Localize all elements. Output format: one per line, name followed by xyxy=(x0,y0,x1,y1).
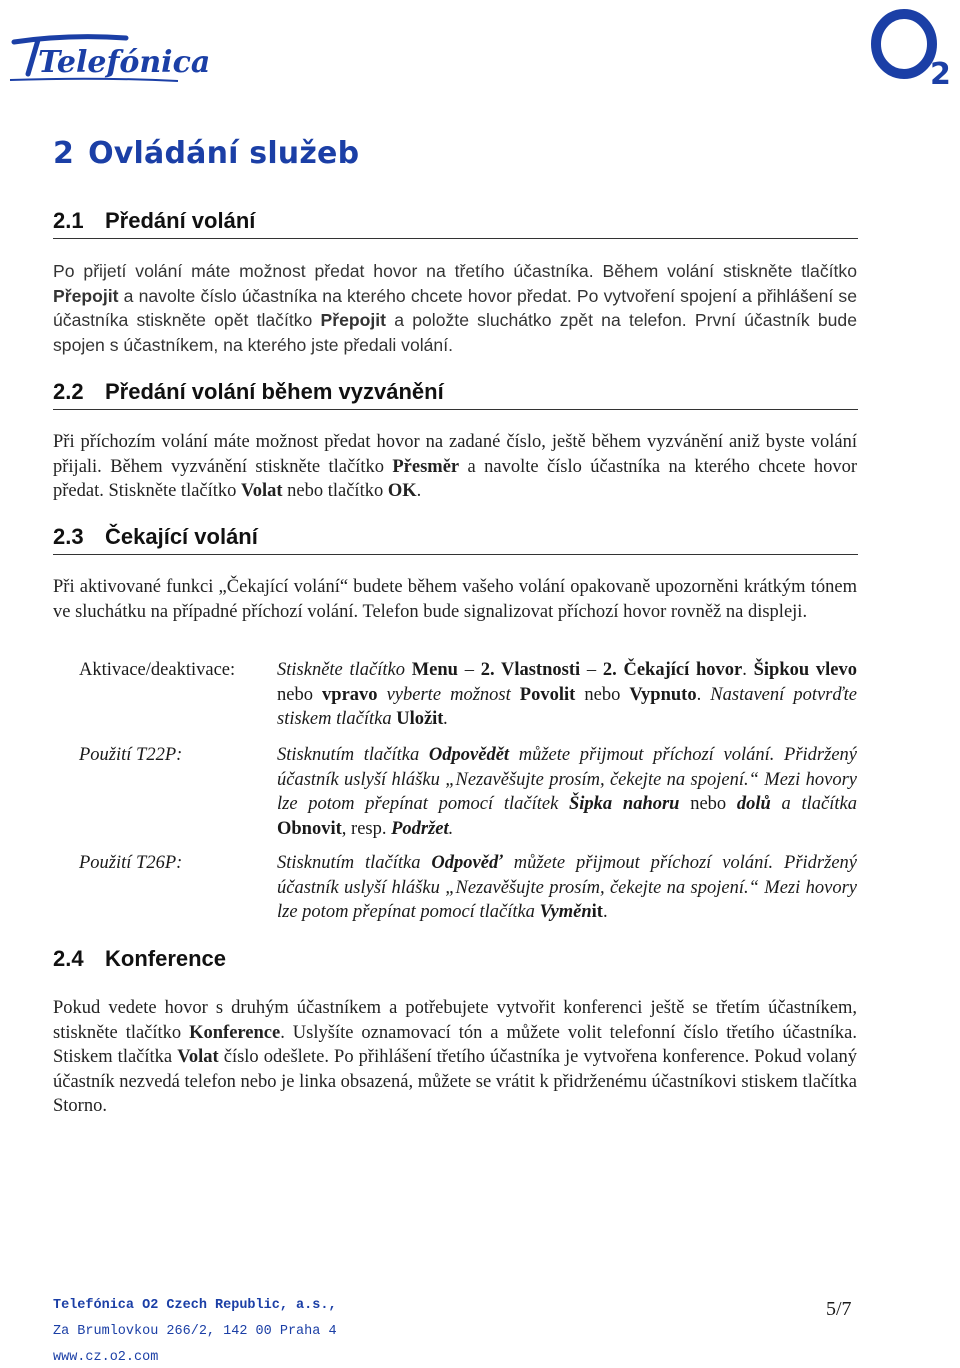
item-text: Stisknutím tlačítka Odpovědět můžete přijmout příchozí volání. Přidržený účastník uslyší hlášku „Nezavěšujte prosím, čekejte na spojení.“ Mezi hovory lze potom přepínat pomocí tlačítek Šipka nahoru nebo dolů a tlačítka Obnovit, resp. Podržet. xyxy=(277,745,858,839)
o2-logo xyxy=(868,4,960,92)
heading-2-3 xyxy=(53,524,858,555)
item-text: Stisknutím tlačítka Odpověď můžete přijmout příchozí volání. Přidržený účastník uslyší hlášku „Nezavěšujte prosím, čekejte na spojení.“ Mezi hovory lze potom přepínat pomocí tlačítka Vyměnit. xyxy=(277,853,858,922)
section-number: 2 xyxy=(53,136,75,171)
paragraph-2-3: Při aktivované funkci „Čekající volání“ budete během vašeho volání opakovaně upozorněni krátkým tónem ve sluchátku na případné příchozí volání. Telefon bude signalizovat příchozí hovor rovněž na displeji. xyxy=(53,577,857,622)
heading-number: 2.2 xyxy=(53,379,84,404)
paragraph-2-4: Pokud vedete hovor s druhým účastníkem a potřebujete vytvořit konferenci ještě se třetím účastníkem, stiskněte tlačítko Konference. Uslyšíte oznamovací tón a můžete volit telefonní číslo třetího účastníka. Stiskem tlačítka Volat číslo odešlete. Po přihlášení třetího účastníka je vytvořena konference. Pokud volaný účastník nezvedá telefon nebo je linka obsazená, můžete se vrátit k přidrženému účastníkovi stiskem tlačítka Storno. xyxy=(53,998,857,1116)
footer-address: Za Brumlovkou 266/2, 142 00 Praha 4 xyxy=(53,1324,337,1339)
heading-2-2 xyxy=(53,379,858,410)
heading-text: Konference xyxy=(105,946,227,971)
section-title xyxy=(53,136,359,171)
telefonica-logo xyxy=(8,30,211,90)
footer-web[interactable]: www.cz.o2.com xyxy=(53,1350,159,1365)
paragraph-2-1: Po přijetí volání máte možnost předat hovor na třetího účastníka. Během volání stiskněte tlačítko Přepojit a navolte číslo účastníka na kterého chcete hovor předat. Po vytvoření spojení a přihlášení se účastníka stiskněte opět tlačítko Přepojit a položte sluchátko zpět na telefon. První účastník bude spojen s účastníkem, na kterého jste předali volání. xyxy=(53,261,857,355)
telefonica-logo-text: Telefónica xyxy=(38,45,211,80)
heading-text: Předání volání xyxy=(105,208,256,233)
footer-company: Telefónica O2 Czech Republic, a.s., xyxy=(53,1298,337,1313)
item-label: Použití T22P: xyxy=(79,745,183,765)
heading-number: 2.4 xyxy=(53,946,84,971)
section-title-text: Ovládání služeb xyxy=(88,136,360,171)
heading-2-4 xyxy=(53,946,858,976)
item-text: Stiskněte tlačítko Menu – 2. Vlastnosti – 2. Čekající hovor. Šipkou vlevo nebo vpravo vyberte možnost Povolit nebo Vypnuto. Nastavení potvrďte stiskem tlačítka Uložit. xyxy=(277,660,858,729)
paragraph-2-2: Při příchozím volání máte možnost předat hovor na zadané číslo, ještě během vyzvánění aniž byste volání přijali. Během vyzvánění stiskněte tlačítko Přesměr a navolte číslo účastníka na kterého chcete hovor předat. Stiskněte tlačítko Volat nebo tlačítko OK. xyxy=(53,432,857,501)
item-label: Aktivace/deaktivace: xyxy=(79,660,236,680)
heading-number: 2.3 xyxy=(53,524,84,549)
page-number: 5/7 xyxy=(826,1298,852,1320)
svg-text:2: 2 xyxy=(930,57,951,92)
heading-text: Předání volání během vyzvánění xyxy=(105,379,444,404)
heading-2-1 xyxy=(53,208,858,239)
item-label: Použití T26P: xyxy=(79,853,183,873)
heading-number: 2.1 xyxy=(53,208,84,233)
heading-text: Čekající volání xyxy=(105,524,258,549)
